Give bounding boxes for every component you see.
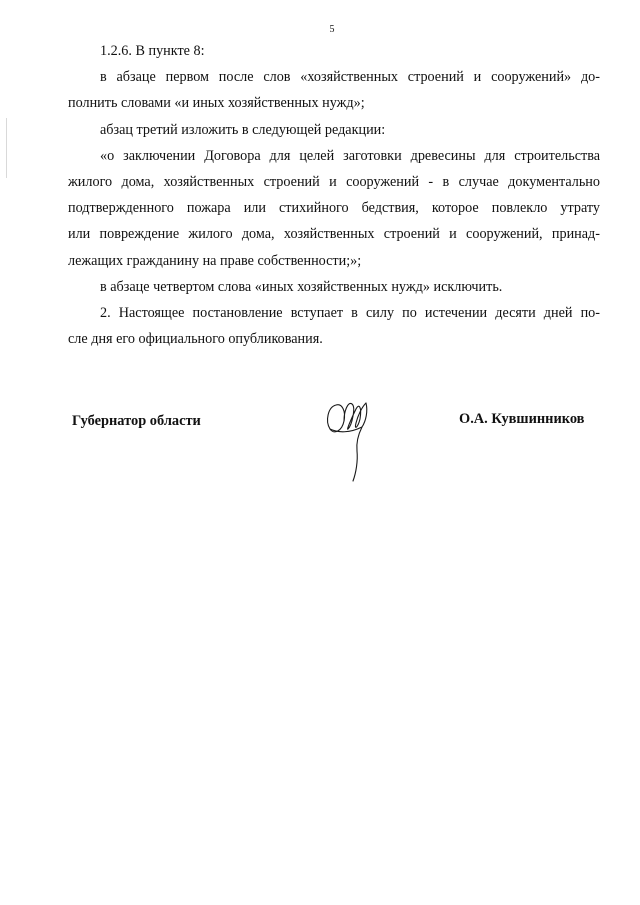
document-body: [68, 38, 600, 352]
paragraph-line: подтвержденного пожара или стихийного бедствия, которое повлекло утрату: [68, 200, 600, 217]
paragraph-line: сле дня его официального опубликования.: [68, 331, 323, 348]
handwritten-signature: [322, 395, 382, 483]
scan-edge-mark: [6, 118, 7, 178]
paragraph-line: в абзаце первом после слов «хозяйственных строений и сооружений» до-: [100, 69, 600, 86]
paragraph-line: жилого дома, хозяйственных строений и сооружений - в случае документально: [68, 173, 600, 190]
paragraph-line: полнить словами «и иных хозяйственных нужд»;: [68, 95, 365, 112]
signatory-name: О.А. Кувшинников: [459, 411, 585, 427]
paragraph-line: абзац третий изложить в следующей редакции:: [100, 121, 386, 138]
paragraph-line: в абзаце четвертом слова «иных хозяйственных нужд» исключить.: [100, 278, 503, 295]
signature-block: [0, 409, 640, 499]
paragraph-line: или повреждение жилого дома, хозяйственных строений и сооружений, принад-: [68, 226, 600, 243]
paragraph-line: «о заключении Договора для целей заготовки древесины для строительства: [100, 147, 600, 164]
paragraph-line: лежащих гражданину на праве собственности;»;: [68, 252, 362, 269]
paragraph-effective-date: 2. Настоящее постановление вступает в силу по истечении десяти дней по-: [100, 304, 600, 321]
paragraph-clause-1-2-6: 1.2.6. В пункте 8:: [100, 43, 205, 59]
page-number: 5: [329, 24, 335, 35]
signatory-title: Губернатор области: [72, 413, 201, 429]
